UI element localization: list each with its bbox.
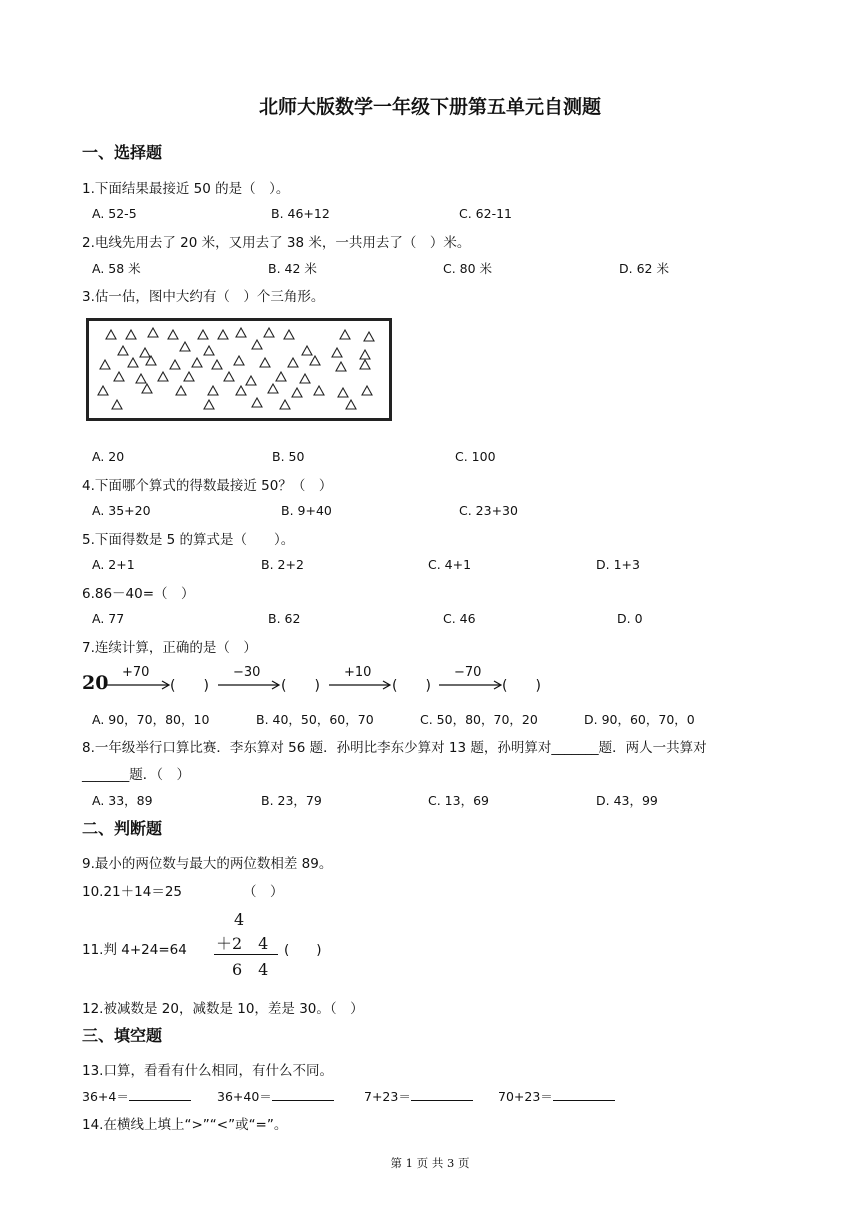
q6-option-a: A. 77 bbox=[92, 611, 125, 626]
triangle-outline-icon bbox=[288, 358, 298, 367]
triangle-outline-icon bbox=[170, 360, 180, 369]
q3-option-a: A. 20 bbox=[92, 449, 125, 464]
q2-option-c: C. 80 米 bbox=[443, 261, 493, 276]
q6-option-b: B. 62 bbox=[268, 611, 301, 626]
triangle-outline-icon bbox=[360, 350, 370, 359]
answer-blank[interactable] bbox=[553, 1099, 615, 1101]
question-13: 13.口算，看看有什么相同，有什么不同。 bbox=[82, 1063, 333, 1079]
op-4: −70 bbox=[454, 665, 482, 680]
triangle-outline-icon bbox=[236, 386, 246, 395]
q6-option-c: C. 46 bbox=[443, 611, 476, 626]
q3-option-b: B. 50 bbox=[272, 449, 305, 464]
q7-option-b: B. 40，50，60，70 bbox=[256, 712, 374, 727]
question-7: 7.连续计算，正确的是（ ） bbox=[82, 640, 257, 656]
triangle-outline-icon bbox=[98, 386, 108, 395]
question-3: 3.估一估，图中大约有（ ）个三角形。 bbox=[82, 289, 325, 305]
triangle-outline-icon bbox=[340, 330, 350, 339]
triangle-outline-icon bbox=[362, 386, 372, 395]
q8-option-c: C. 13，69 bbox=[428, 793, 489, 808]
page-footer: 第 1 页 共 3 页 bbox=[390, 1156, 470, 1170]
question-14: 14.在横线上填上“>”“<”或“=”。 bbox=[82, 1117, 288, 1133]
triangle-outline-icon bbox=[192, 358, 202, 367]
q8-option-a: A. 33，89 bbox=[92, 793, 153, 808]
triangle-outline-icon bbox=[212, 360, 222, 369]
section-heading-fill: 三、填空题 bbox=[82, 1026, 163, 1045]
triangle-figure bbox=[86, 318, 392, 421]
page-title: 北师大版数学一年级下册第五单元自测题 bbox=[258, 96, 601, 118]
triangle-outline-icon bbox=[140, 348, 150, 357]
blank-paren-2: ( ) bbox=[281, 678, 320, 694]
q2-option-d: D. 62 米 bbox=[619, 261, 669, 276]
triangle-outline-icon bbox=[128, 358, 138, 367]
question-8-line-1: 8.一年级举行口算比赛．李东算对 56 题．孙明比李东少算对 13 题，孙明算对_______题．两人一共算对 bbox=[82, 740, 707, 756]
triangle-outline-icon bbox=[204, 400, 214, 409]
triangle-outline-icon bbox=[264, 328, 274, 337]
blank-paren-1: ( ) bbox=[170, 678, 209, 694]
triangle-outline-icon bbox=[184, 372, 194, 381]
triangle-outline-icon bbox=[300, 374, 310, 383]
op-2: −30 bbox=[233, 665, 261, 680]
q5-option-a: A. 2+1 bbox=[92, 557, 135, 572]
triangle-outline-icon bbox=[332, 348, 342, 357]
q1-option-b: B. 46+12 bbox=[271, 206, 330, 221]
q4-option-c: C. 23+30 bbox=[459, 503, 518, 518]
triangle-outline-icon bbox=[292, 388, 302, 397]
q8-option-b: B. 23，79 bbox=[261, 793, 322, 808]
question-1: 1.下面结果最接近 50 的是（ ）。 bbox=[82, 181, 290, 197]
triangle-outline-icon bbox=[126, 330, 136, 339]
q13-expr-2 bbox=[217, 1087, 334, 1105]
triangle-outline-icon bbox=[114, 372, 124, 381]
answer-blank[interactable] bbox=[129, 1099, 191, 1101]
triangle-outline-icon bbox=[346, 400, 356, 409]
op-3: +10 bbox=[344, 665, 372, 680]
q5-option-d: D. 1+3 bbox=[596, 557, 640, 572]
triangle-outline-icon bbox=[246, 376, 256, 385]
triangle-outline-icon bbox=[148, 328, 158, 337]
triangle-outline-icon bbox=[112, 400, 122, 409]
q8-option-d: D. 43，99 bbox=[596, 793, 658, 808]
chain-start: 20 bbox=[82, 672, 109, 694]
q10-paren: （ ） bbox=[243, 884, 284, 900]
triangle-outline-icon bbox=[236, 328, 246, 337]
triangle-outline-icon bbox=[180, 342, 190, 351]
triangle-outline-icon bbox=[280, 400, 290, 409]
vertical-addend: ＋2 4 bbox=[216, 934, 269, 953]
triangle-outline-icon bbox=[360, 360, 370, 369]
triangle-outline-icon bbox=[218, 330, 228, 339]
triangle-outline-icon bbox=[338, 388, 348, 397]
question-4: 4.下面哪个算式的得数最接近 50？（ ） bbox=[82, 478, 333, 494]
triangle-outline-icon bbox=[176, 386, 186, 395]
question-5: 5.下面得数是 5 的算式是（ ）。 bbox=[82, 532, 295, 548]
q3-option-c: C. 100 bbox=[455, 449, 496, 464]
triangle-outline-icon bbox=[204, 346, 214, 355]
q11-paren: ( ) bbox=[284, 942, 322, 958]
q1-option-a: A. 52-5 bbox=[92, 206, 137, 221]
q5-option-b: B. 2+2 bbox=[261, 557, 304, 572]
calculation-chain bbox=[82, 665, 562, 697]
q4-option-b: B. 9+40 bbox=[281, 503, 332, 518]
triangle-outline-icon bbox=[224, 372, 234, 381]
triangle-outline-icon bbox=[284, 330, 294, 339]
answer-blank[interactable] bbox=[272, 1099, 334, 1101]
triangle-outline-icon bbox=[208, 386, 218, 395]
triangle-outline-icon bbox=[198, 330, 208, 339]
question-11: 11.判 4+24=64 bbox=[82, 942, 187, 958]
blank-paren-4: ( ) bbox=[502, 678, 541, 694]
q7-option-a: A. 90，70，80，10 bbox=[92, 712, 210, 727]
question-6: 6.86－40=（ ） bbox=[82, 586, 195, 602]
expr-text: 7+23＝ bbox=[364, 1089, 411, 1104]
vertical-top-number: 4 bbox=[234, 910, 245, 929]
expr-text: 36+40＝ bbox=[217, 1089, 272, 1104]
triangle-outline-icon bbox=[252, 398, 262, 407]
triangle-outline-icon bbox=[302, 346, 312, 355]
q13-expr-4 bbox=[498, 1087, 615, 1105]
op-1: +70 bbox=[122, 665, 150, 680]
vertical-result: 6 4 bbox=[232, 960, 269, 979]
question-8-line-2: _______题．（ ） bbox=[82, 767, 190, 783]
q2-option-a: A. 58 米 bbox=[92, 261, 141, 276]
expr-text: 36+4＝ bbox=[82, 1089, 129, 1104]
expr-text: 70+23＝ bbox=[498, 1089, 553, 1104]
triangle-outline-icon bbox=[336, 362, 346, 371]
triangle-outline-icon bbox=[314, 386, 324, 395]
triangle-outline-icon bbox=[142, 384, 152, 393]
triangles-svg bbox=[89, 321, 389, 418]
question-9: 9.最小的两位数与最大的两位数相差 89。 bbox=[82, 856, 333, 872]
triangle-outline-icon bbox=[168, 330, 178, 339]
question-2: 2.电线先用去了 20 米，又用去了 38 米，一共用去了（ ）米。 bbox=[82, 235, 471, 251]
triangle-outline-icon bbox=[106, 330, 116, 339]
q7-option-c: C. 50，80，70，20 bbox=[420, 712, 538, 727]
triangle-outline-icon bbox=[260, 358, 270, 367]
q4-option-a: A. 35+20 bbox=[92, 503, 151, 518]
blank-paren-3: ( ) bbox=[392, 678, 431, 694]
answer-blank[interactable] bbox=[411, 1099, 473, 1101]
triangle-outline-icon bbox=[118, 346, 128, 355]
section-heading-choice: 一、选择题 bbox=[82, 143, 163, 162]
triangle-outline-icon bbox=[234, 356, 244, 365]
triangle-outline-icon bbox=[100, 360, 110, 369]
q13-expr-3 bbox=[364, 1087, 473, 1105]
vertical-addition bbox=[214, 910, 284, 980]
triangle-outline-icon bbox=[136, 374, 146, 383]
chain-arrows-svg bbox=[82, 665, 562, 697]
question-12: 12.被减数是 20，减数是 10，差是 30。（ ） bbox=[82, 1001, 364, 1017]
triangle-outline-icon bbox=[364, 332, 374, 341]
vertical-sum-line bbox=[214, 954, 278, 955]
q1-option-c: C. 62-11 bbox=[459, 206, 512, 221]
q7-option-d: D. 90，60，70，0 bbox=[584, 712, 695, 727]
triangle-outline-icon bbox=[158, 372, 168, 381]
triangle-outline-icon bbox=[276, 372, 286, 381]
triangle-outline-icon bbox=[268, 384, 278, 393]
triangle-outline-icon bbox=[310, 356, 320, 365]
q5-option-c: C. 4+1 bbox=[428, 557, 472, 572]
question-10: 10.21＋14＝25 bbox=[82, 884, 183, 900]
triangle-outline-icon bbox=[252, 340, 262, 349]
q13-expr-1 bbox=[82, 1087, 191, 1105]
q6-option-d: D. 0 bbox=[617, 611, 643, 626]
section-heading-judge: 二、判断题 bbox=[82, 819, 163, 838]
q2-option-b: B. 42 米 bbox=[268, 261, 317, 276]
